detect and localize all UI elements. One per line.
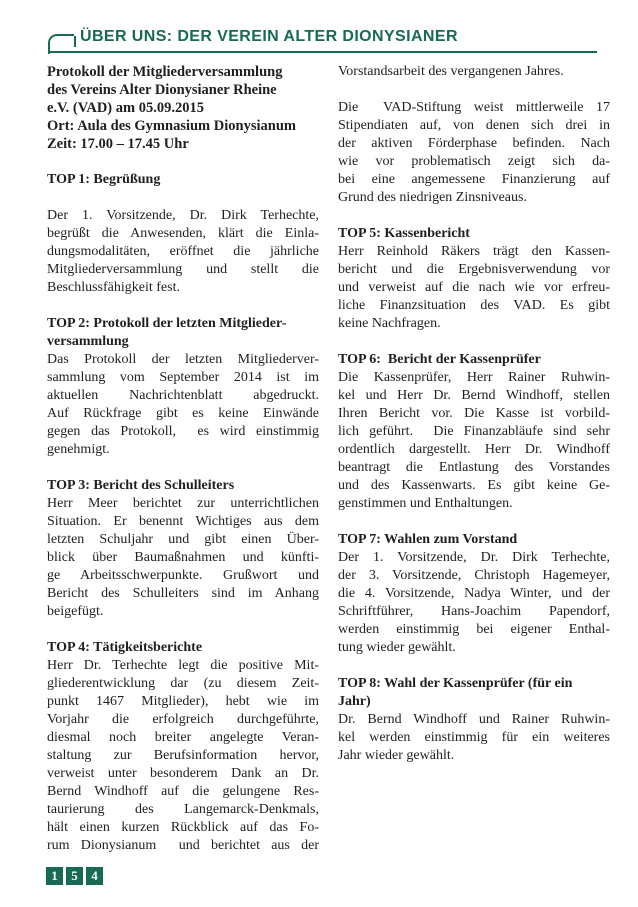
section-heading: [338, 675, 610, 711]
text-line: Dr. Bernd Windhoff und Rainer Ruhwin-: [338, 712, 610, 727]
text-line: der aktiven Förderphase befinden. Nach: [338, 136, 610, 151]
text-line: lich geführt. Die Finanzabläufe sind sehr: [338, 424, 610, 439]
text-line: Bericht des Schulleiters sind im Anhang: [47, 586, 319, 601]
column-left: [47, 63, 319, 873]
paragraph: [338, 63, 610, 81]
text-line: und des Kassenwarts. Es gibt keine Ge-: [338, 478, 610, 493]
paragraph: [47, 207, 319, 297]
text-line: beantragt die Entlastung des Vorstandes: [338, 460, 610, 475]
text-line: aktuellen Nachrichtenblatt abgedruckt.: [47, 388, 319, 403]
header-rule: [48, 51, 597, 53]
text-line: liche Finanzsituation des VAD. Es gibt: [338, 298, 610, 313]
text-line: Schriftführer, Hans-Joachim Papendorf,: [338, 604, 610, 619]
text-line: TOP 2: Protokoll der letzten Mitglieder-: [47, 316, 287, 331]
text-columns: [47, 63, 610, 873]
paragraph: [47, 351, 319, 459]
text-line: kel werden einstimmig für ein weiteres: [338, 730, 610, 745]
text-line: keine Nachfragen.: [338, 316, 441, 331]
column-right: [338, 63, 610, 873]
text-line: e.V. (VAD) am 05.09.2015: [47, 100, 204, 116]
section-heading: [338, 351, 610, 369]
text-line: genstimmen und Enthaltungen.: [338, 496, 513, 511]
text-line: staltung zur Berufsinformation hervor,: [47, 748, 319, 763]
text-line: Zeit: 17.00 – 17.45 Uhr: [47, 136, 189, 152]
paragraph: [338, 369, 610, 513]
text-line: Das Protokoll der letzten Mitgliederver-: [47, 352, 319, 367]
text-line: genehmigt.: [47, 442, 110, 457]
text-line: Ihren Bericht vor. Die Kasse ist vorbild-: [338, 406, 610, 421]
text-line: letzten Schuljahr und gibt einen Über-: [47, 532, 319, 547]
paragraph: [338, 549, 610, 657]
section-heading: [47, 639, 319, 657]
text-line: des Vereins Alter Dionysianer Rheine: [47, 82, 277, 98]
text-line: beigefügt.: [47, 604, 104, 619]
text-line: ge Arbeitsschwerpunkte. Grußwort und: [47, 568, 319, 583]
text-line: TOP 1: Begrüßung: [47, 172, 161, 187]
text-line: sammlung vom September 2014 ist im: [47, 370, 319, 385]
text-line: Protokoll der Mitgliederversammlung: [47, 64, 283, 80]
text-line: begrüßt die Anwesenden, klärt die Einla-: [47, 226, 319, 241]
text-line: tung wieder gewählt.: [338, 640, 456, 655]
section-heading: [338, 531, 610, 549]
text-line: rum Dionysianum und berichtet aus der: [47, 838, 319, 853]
paragraph: [338, 711, 610, 765]
text-line: wie vor problematisch zeigt sich da-: [338, 154, 610, 169]
page-title: ÜBER UNS: DER VEREIN ALTER DIONYSIANER: [80, 28, 458, 45]
text-line: TOP 4: Tätigkeitsberichte: [47, 640, 203, 655]
paragraph: [338, 99, 610, 207]
text-line: Grund des niedrigen Zinsniveaus.: [338, 190, 527, 205]
text-line: Bernd Windhoff auf die gelungene Res-: [47, 784, 319, 799]
section-heading: [47, 477, 319, 495]
text-line: Ort: Aula des Gymnasium Dionysianum: [47, 118, 296, 134]
page-number: [46, 867, 103, 885]
text-line: Jahr wieder gewählt.: [338, 748, 455, 763]
protocol-title-block: [47, 63, 319, 153]
text-line: Die Kassenprüfer, Herr Rainer Ruhwin-: [338, 370, 610, 385]
text-line: TOP 6: Bericht der Kassenprüfer: [338, 352, 541, 367]
text-line: dungsmodalitäten, eröffnet die jährliche: [47, 244, 319, 259]
text-line: bericht und die Ergebnisverwendung vor: [338, 262, 610, 277]
text-line: bei eine angemessene Finanzierung auf: [338, 172, 610, 187]
text-line: Vorjahr die erfolgreich durchgeführte,: [47, 712, 319, 727]
text-line: Situation. Er benennt Wichtiges aus dem: [47, 514, 319, 529]
text-line: Herr Reinhold Räkers trägt den Kassen-: [338, 244, 610, 259]
text-line: die 4. Vorsitzende, Nadya Winter, und der: [338, 586, 610, 601]
text-line: Stipendiaten auf, von denen sich drei in: [338, 118, 610, 133]
text-line: Mitgliederversammlung und stellt die: [47, 262, 319, 277]
section-heading: [47, 171, 319, 189]
text-line: der 3. Vorsitzende, Christoph Hagemeyer,: [338, 568, 610, 583]
text-line: TOP 7: Wahlen zum Vorstand: [338, 532, 518, 547]
text-line: ordentlich dargestellt. Herr Dr. Windhoff: [338, 442, 610, 457]
text-line: kel und Herr Dr. Bernd Windhoff, stellen: [338, 388, 610, 403]
text-line: Beschlussfähigkeit fest.: [47, 280, 180, 295]
text-line: Die VAD-Stiftung weist mittlerweile 17: [338, 100, 610, 115]
text-line: und verweist auf die nach wie vor erfreu-: [338, 280, 610, 295]
text-line: Der 1. Vorsitzende, Dr. Dirk Terhechte,: [47, 208, 319, 223]
text-line: punkt 1467 Mitglieder), hebt wie im: [47, 694, 319, 709]
text-line: Herr Meer berichtet zur unterrichtlichen: [47, 496, 319, 511]
page-number-digit: 1: [46, 867, 63, 885]
text-line: werden einstimmig bei eigener Enthal-: [338, 622, 610, 637]
page-number-digit: 4: [86, 867, 103, 885]
text-line: TOP 8: Wahl der Kassenprüfer (für ein: [338, 676, 573, 691]
paragraph: [47, 657, 319, 855]
text-line: blick über Baumaßnahmen und künfti-: [47, 550, 319, 565]
text-line: gliederentwicklung dar (zu diesem Zeit-: [47, 676, 319, 691]
text-line: taurierung des Langemarck-Denkmals,: [47, 802, 319, 817]
paragraph: [47, 495, 319, 621]
section-heading: [338, 225, 610, 243]
text-line: diesmal noch breiter angelegte Veran-: [47, 730, 319, 745]
text-line: Herr Dr. Terhechte legt die positive Mit-: [47, 658, 319, 673]
text-line: Jahr): [338, 694, 371, 709]
text-line: gegen das Protokoll, es wird einstimmig: [47, 424, 319, 439]
text-line: verweist unter besonderem Dank an Dr.: [47, 766, 319, 781]
text-line: Vorstandsarbeit des vergangenen Jahres.: [338, 64, 564, 79]
section-heading: [47, 315, 319, 351]
text-line: Der 1. Vorsitzende, Dr. Dirk Terhechte,: [338, 550, 610, 565]
page-number-digit: 5: [66, 867, 83, 885]
text-line: TOP 5: Kassenbericht: [338, 226, 470, 241]
text-line: hält einen kurzen Rückblick auf das Fo-: [47, 820, 319, 835]
paragraph: [338, 243, 610, 333]
text-line: TOP 3: Bericht des Schulleiters: [47, 478, 235, 493]
text-line: versammlung: [47, 334, 129, 349]
text-line: Auf Rückfrage gibt es keine Einwände: [47, 406, 319, 421]
